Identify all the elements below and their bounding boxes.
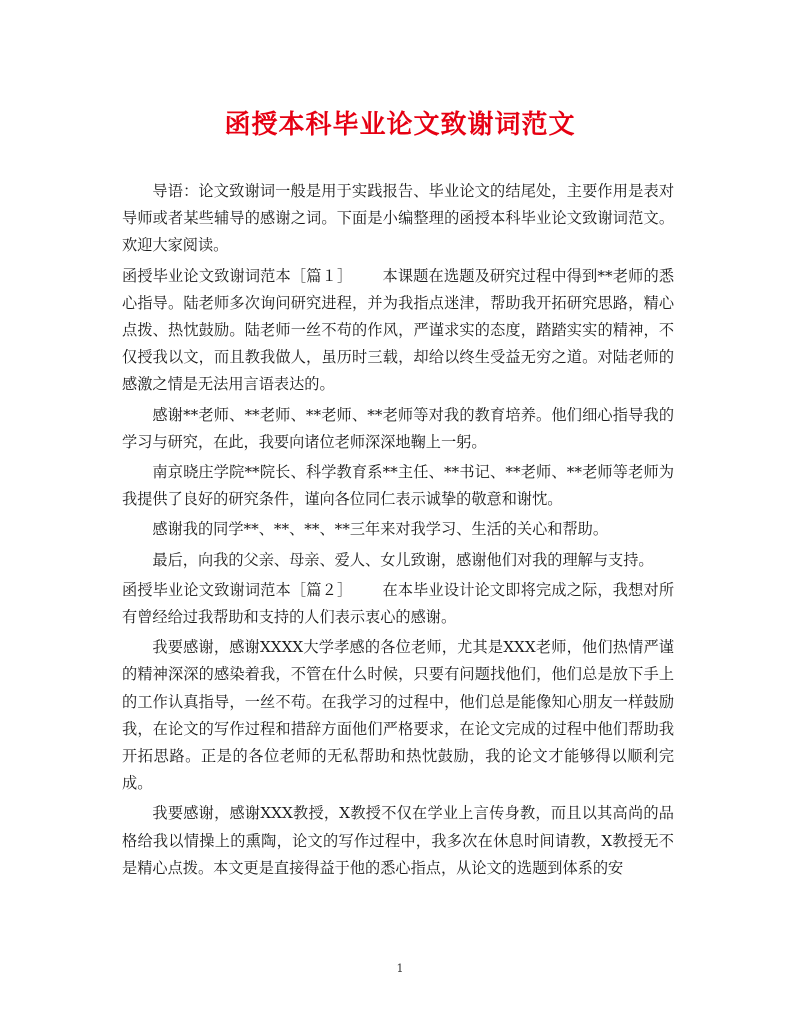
body-paragraph: 我要感谢，感谢XXXX大学孝感的各位老师，尤其是XXX老师，他们热情严谨的精神深深的感染着我，不管在什么时候，只要有问题找他们，他们总是放下手上的工作认真指导，一丝不苟。在我学习的过程中，他们总是能像知心朋友一样鼓励我，在论文的写作过程和措辞方面他们严格要求，在论文完成的过程中他们帮助我开拓思路。正是的各位老师的无私帮助和热忱鼓励，我的论文才能够得以顺利完成。 [122,638,674,793]
body-paragraph: 感谢**老师、**老师、**老师、**老师等对我的教育培养。他们细心指导我的学习与研究，在此，我要向诸位老师深深地鞠上一躬。 [122,405,674,451]
document-body [122,178,674,885]
page-number: 1 [396,962,404,975]
body-paragraph: 感谢我的同学**、**、**、**三年来对我学习、生活的关心和帮助。 [152,520,609,539]
body-paragraph: 我要感谢，感谢XXX教授，X教授不仅在学业上言传身教，而且以其高尚的品格给我以情操上的熏陶，论文的写作过程中，我多次在休息时间请教，X教授无不是精心点拨。本文更是直接得益于他的悉心指点，从论文的选题到体系的安 [122,804,674,877]
body-paragraph: 最后，向我的父亲、母亲、爱人、女儿致谢，感谢他们对我的理解与支持。 [152,550,654,569]
section-2-paragraph [122,577,674,631]
document-title: 函授本科毕业论文致谢词范文 [224,110,576,140]
intro-paragraph: 导语：论文致谢词一般是用于实践报告、毕业论文的结尾处，主要作用是表对导师或者某些辅导的感谢之词。下面是小编整理的函授本科毕业论文致谢词范文。欢迎大家阅读。 [122,182,674,255]
body-paragraph: 南京晓庄学院**院长、科学教育系**主任、**书记、**老师、**老师等老师为我提供了良好的研究条件，谨向各位同仁表示诚挚的敬意和谢忱。 [122,463,674,509]
section-2-heading: 函授毕业论文致谢词范本［篇２］ [122,580,353,599]
section-1-heading: 函授毕业论文致谢词范本［篇１］ [122,266,353,285]
section-1-paragraph [122,263,674,399]
section-1-text: 本课题在选题及研究过程中得到**老师的悉心指导。陆老师多次询问研究进程，并为我指点迷津，帮助我开拓研究思路，精心点拨、热忱鼓励。陆老师一丝不苟的作风，严谨求实的态度，踏踏实实的精神，不仅授我以文，而且教我做人，虽历时三载，却给以终生受益无穷之道。对陆老师的感激之情是无法用言语表达的。 [122,266,675,394]
section-2-text: 在本毕业设计论文即将完成之际，我想对所有曾经给过我帮助和支持的人们表示衷心的感谢。 [122,580,675,627]
